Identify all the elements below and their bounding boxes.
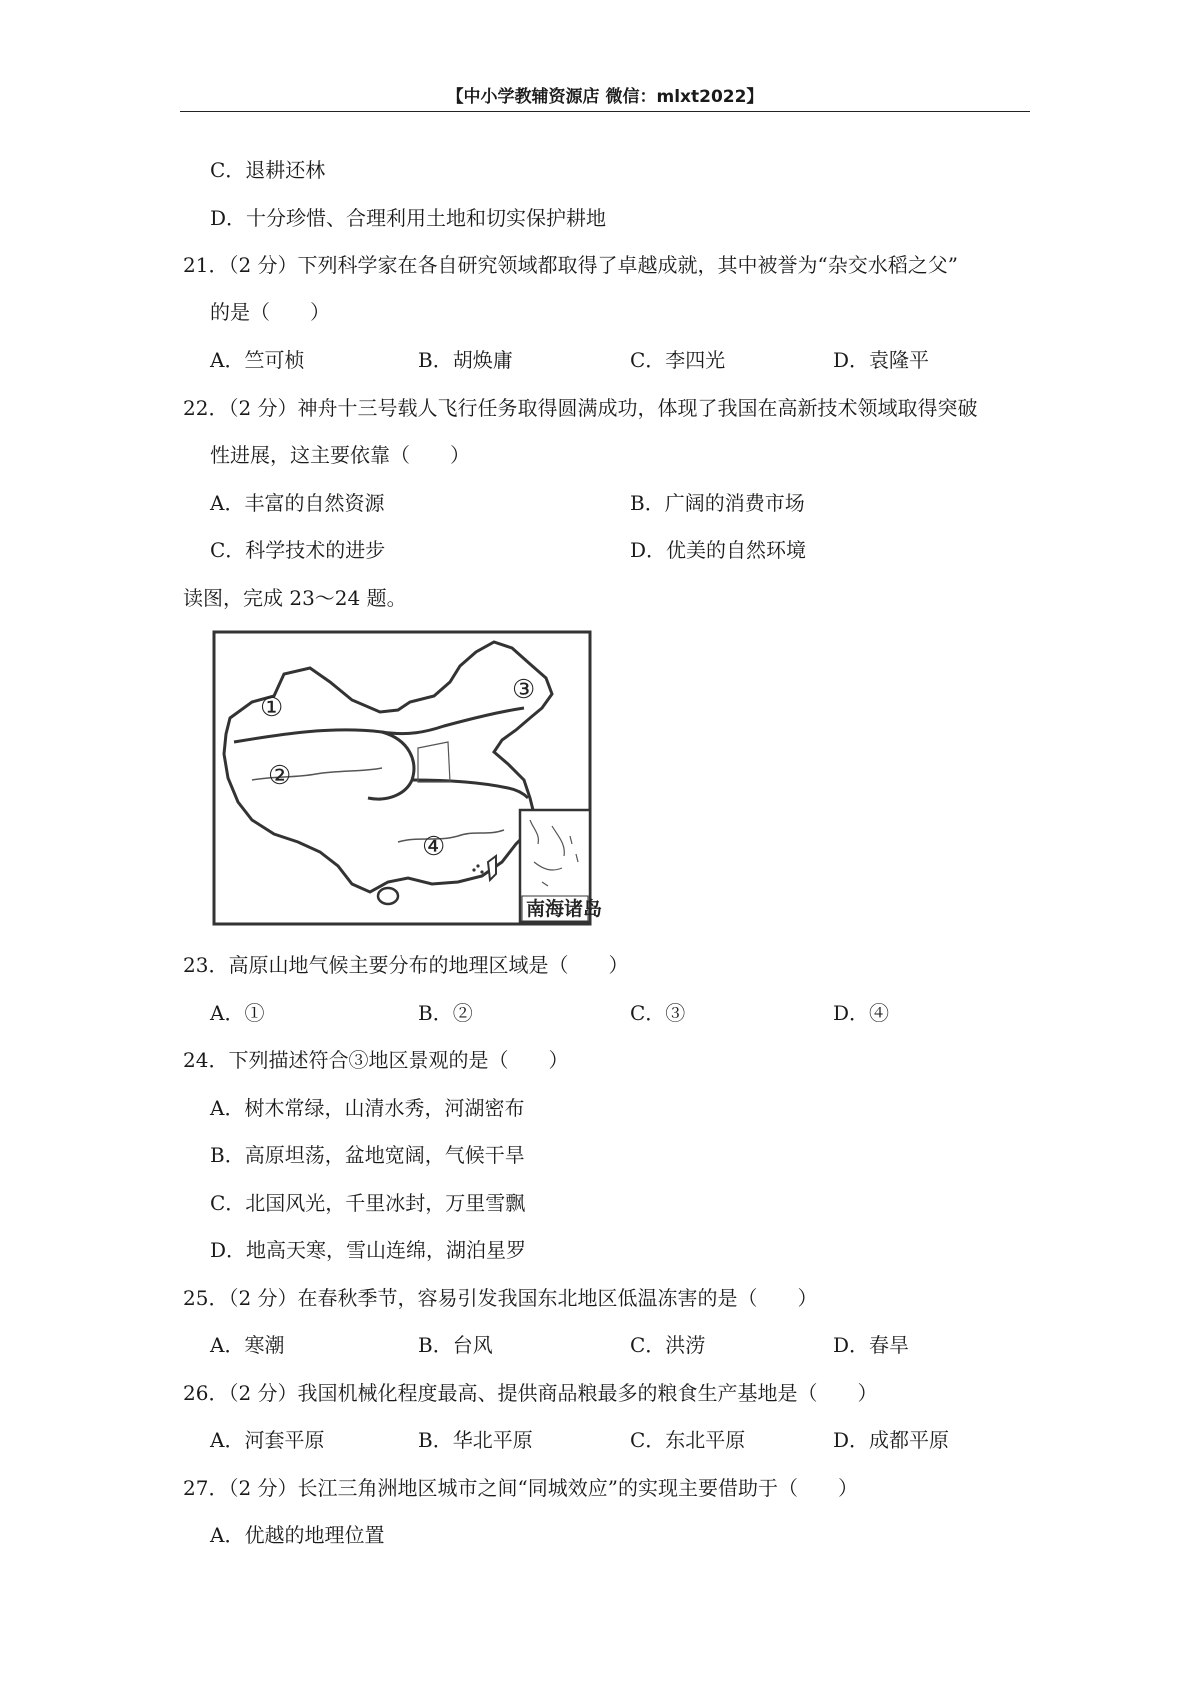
q24-option-b: B．高原坦荡，盆地宽阔，气候干旱 — [210, 1143, 525, 1167]
q23-option-c: C．③ — [630, 1001, 686, 1025]
q23-option-d: D．④ — [833, 1001, 890, 1025]
q25-option-b: B．台风 — [418, 1333, 493, 1357]
south-china-sea-inset — [520, 810, 602, 922]
q26-option-c: C．东北平原 — [630, 1428, 746, 1452]
q26-stem: 26．（2 分）我国机械化程度最高、提供商品粮最多的粮食生产基地是（ ） — [183, 1381, 878, 1405]
q24-option-d: D．地高天寒，雪山连绵，湖泊星罗 — [210, 1238, 527, 1262]
q22-option-b: B．广阔的消费市场 — [630, 491, 805, 515]
hainan-island — [378, 888, 398, 904]
region-label-4: ④ — [422, 832, 446, 862]
q21-option-d: D．袁隆平 — [833, 348, 930, 372]
q21-option-b: B．胡焕庸 — [418, 348, 513, 372]
q26-option-b: B．华北平原 — [418, 1428, 533, 1452]
q23-option-b: B．② — [418, 1001, 473, 1025]
q24-option-c: C．北国风光，千里冰封，万里雪飘 — [210, 1191, 526, 1215]
china-region-map — [212, 630, 603, 926]
q21-stem-line1: 21．（2 分）下列科学家在各自研究领域都取得了卓越成就，其中被誉为“杂交水稻之父” — [183, 253, 958, 277]
q20-option-d: D．十分珍惜、合理利用土地和切实保护耕地 — [210, 206, 607, 230]
q22-option-c: C．科学技术的进步 — [210, 538, 386, 562]
region-label-3: ③ — [512, 675, 536, 705]
q21-option-c: C．李四光 — [630, 348, 726, 372]
q27-option-a: A．优越的地理位置 — [210, 1523, 385, 1547]
q25-option-a: A．寒潮 — [210, 1333, 285, 1357]
q23-stem: 23．高原山地气候主要分布的地理区域是（ ） — [183, 953, 629, 977]
q24-stem: 24．下列描述符合③地区景观的是（ ） — [183, 1048, 569, 1072]
inset-label: 南海诸岛 — [526, 898, 603, 920]
q25-stem: 25．（2 分）在春秋季节，容易引发我国东北地区低温冻害的是（ ） — [183, 1286, 818, 1310]
q22-option-d: D．优美的自然环境 — [630, 538, 807, 562]
q26-option-d: D．成都平原 — [833, 1428, 950, 1452]
q23-option-a: A．① — [210, 1001, 265, 1025]
q22-stem-line2: 性进展，这主要依靠（ ） — [210, 443, 470, 467]
q20-option-c: C．退耕还林 — [210, 158, 326, 182]
q22-stem-line1: 22．（2 分）神舟十三号载人飞行任务取得圆满成功，体现了我国在高新技术领域取得突破 — [183, 396, 978, 420]
map-intro: 读图，完成 23～24 题。 — [183, 586, 407, 610]
q27-stem: 27．（2 分）长江三角洲地区城市之间“同城效应”的实现主要借助于（ ） — [183, 1476, 858, 1500]
q25-option-c: C．洪涝 — [630, 1333, 706, 1357]
page-header: 【中小学教辅资源店 微信：mlxt2022】 — [446, 87, 764, 107]
region-label-1: ① — [260, 693, 284, 723]
q21-stem-line2: 的是（ ） — [210, 300, 330, 324]
q21-option-a: A．竺可桢 — [210, 348, 305, 372]
q26-option-a: A．河套平原 — [210, 1428, 325, 1452]
q25-option-d: D．春旱 — [833, 1333, 910, 1357]
q24-option-a: A．树木常绿，山清水秀，河湖密布 — [210, 1096, 525, 1120]
q22-option-a: A．丰富的自然资源 — [210, 491, 385, 515]
region-label-2: ② — [268, 761, 292, 791]
header-rule — [180, 111, 1030, 112]
